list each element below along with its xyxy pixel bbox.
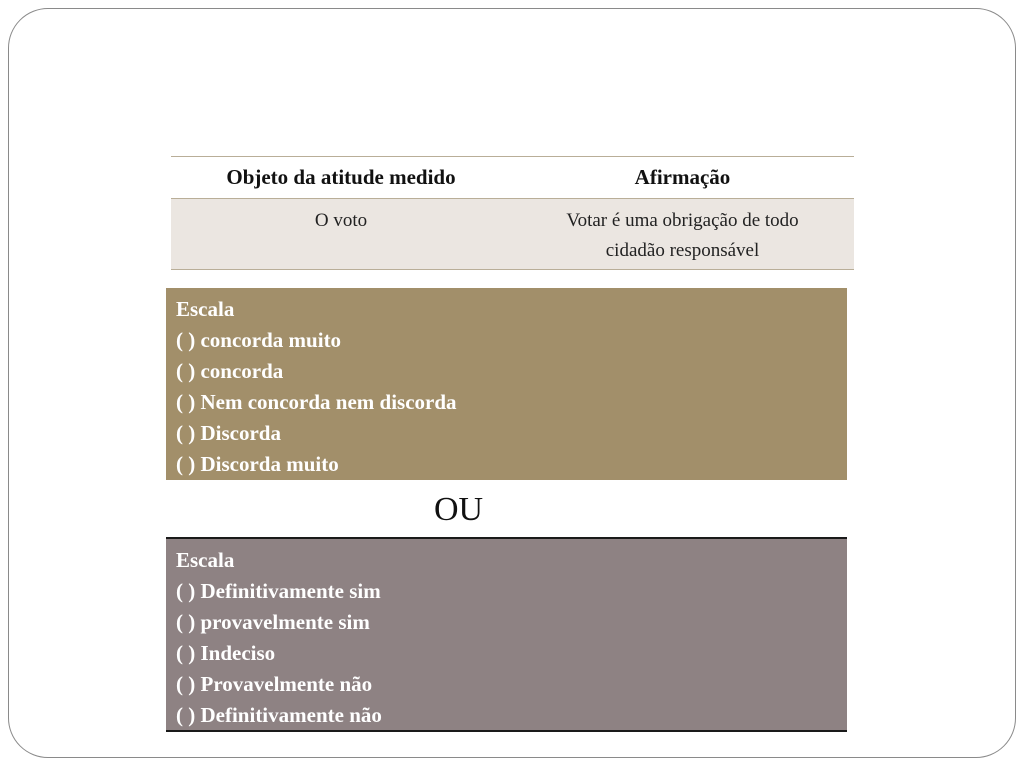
- scale-option: ( ) Discorda muito: [176, 452, 339, 476]
- or-separator: OU: [434, 491, 484, 528]
- scale-option: ( ) Indeciso: [176, 641, 276, 665]
- table-header-row: [171, 157, 854, 199]
- statement-line-1: Votar é uma obrigação de todo: [566, 210, 799, 231]
- cell-statement: [511, 206, 854, 269]
- header-object: Objeto da atitude medido: [226, 165, 456, 189]
- scale-option: ( ) provavelmente sim: [176, 610, 370, 634]
- scale-title: Escala: [176, 548, 235, 572]
- scale-option: ( ) Definitivamente não: [176, 703, 382, 727]
- scale-title: Escala: [176, 297, 235, 321]
- scale-option: ( ) concorda: [176, 359, 284, 383]
- scale-option: ( ) Nem concorda nem discorda: [176, 390, 457, 414]
- statement-line-2: cidadão responsável: [605, 240, 760, 261]
- cell-object: O voto: [314, 210, 368, 231]
- scale-option: ( ) Provavelmente não: [176, 672, 373, 696]
- scale-option: ( ) Definitivamente sim: [176, 579, 381, 603]
- scale-agreement-box: [166, 288, 847, 480]
- scale-option: ( ) Discorda: [176, 421, 281, 445]
- scale-option: ( ) concorda muito: [176, 328, 342, 352]
- scale-likelihood-box: [166, 537, 847, 732]
- table-row: [171, 199, 854, 269]
- header-statement: Afirmação: [634, 165, 731, 189]
- attitude-table: [171, 156, 854, 270]
